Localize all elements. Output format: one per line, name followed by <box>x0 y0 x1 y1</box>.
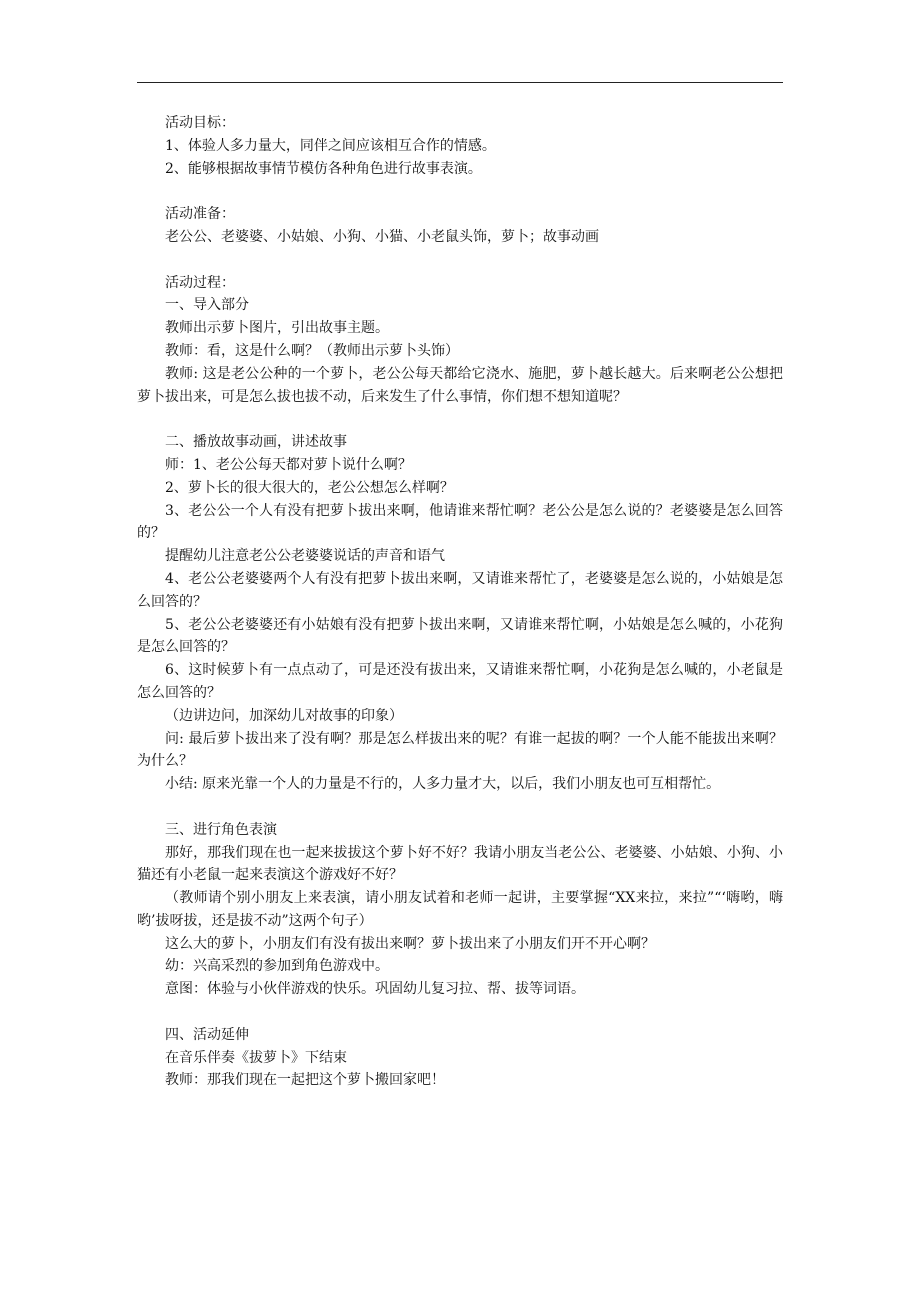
part2-question-6: 6、这时候萝卜有一点点动了，可是还没有拔出来，又请谁来帮忙啊，小花狗是怎么喊的，小老鼠是怎么回答的？ <box>137 662 783 701</box>
part2-tip: 提醒幼儿注意老公公老婆婆说话的声音和语气 <box>165 548 445 565</box>
part2-question-1: 师：1、老公公每天都对萝卜说什么啊？ <box>165 456 412 473</box>
document-body <box>137 112 783 1092</box>
part3-children: 幼：兴高采烈的参加到角色游戏中。 <box>165 958 389 975</box>
part2-question-2: 2、萝卜长的很大很大的，老公公想怎么样啊？ <box>165 479 454 496</box>
part2-question-5: 5、老公公老婆婆还有小姑娘有没有把萝卜拔出来啊，又请谁来帮忙啊，小姑娘是怎么喊的，小花狗是怎么回答的？ <box>137 616 783 656</box>
goal-item: 1、体验人多力量大，同伴之间应该相互合作的情感。 <box>165 137 496 154</box>
part3-intent: 意图：体验与小伙伴游戏的快乐。巩固幼儿复习拉、帮、拔等词语。 <box>165 981 585 998</box>
part3-question: 这么大的萝卜，小朋友们有没有拔出来啊？萝卜拔出来了小朋友们开不开心啊？ <box>165 935 655 952</box>
section-heading-goals: 活动目标： <box>165 115 235 131</box>
part3-title: 三、进行角色表演 <box>165 821 277 838</box>
part2-ask: 问: 最后萝卜拔出来了没有啊？那是怎么样拔出来的呢？有谁一起拔的啊？一个人能不能拔出来啊？为什么？ <box>137 730 783 770</box>
part1-title: 一、导入部分 <box>165 297 249 314</box>
part3-teacher-note: （教师请个别小朋友上来表演，请小朋友试着和老师一起讲，主要掌握“XX来拉，来拉”“‘嗨哟，嗨哟’拔呀拔，还是拔不动”这两个句子） <box>137 890 783 929</box>
part2-question-4: 4、老公公老婆婆两个人有没有把萝卜拔出来啊，又请谁来帮忙了，老婆婆是怎么说的，小姑娘是怎么回答的？ <box>137 570 783 610</box>
part4-line: 在音乐伴奏《拔萝卜》下结束 <box>165 1049 347 1066</box>
section-heading-prep: 活动准备： <box>165 206 235 223</box>
part4-line: 教师：那我们现在一起把这个萝卜搬回家吧！ <box>165 1072 445 1089</box>
part1-line: 教师出示萝卜图片，引出故事主题。 <box>165 320 389 337</box>
part2-summary: 小结: 原来光靠一个人的力量是不行的，人多力量才大，以后，我们小朋友也可互相帮忙。 <box>165 776 721 793</box>
part1-paragraph: 教师: 这是老公公种的一个萝卜，老公公每天都给它浇水、施肥，萝卜越长越大。后来啊老公公想把萝卜拔出来，可是怎么拔也拔不动，后来发生了什么事情，你们想不想知道呢？ <box>137 365 783 405</box>
part1-line: 教师：看，这是什么啊？（教师出示萝卜头饰） <box>165 342 459 359</box>
header-rule <box>137 82 783 83</box>
goal-item: 2、能够根据故事情节模仿各种角色进行故事表演。 <box>165 160 482 177</box>
part2-title: 二、播放故事动画，讲述故事 <box>165 434 347 451</box>
part2-note: （边讲边问，加深幼儿对故事的印象） <box>165 707 403 724</box>
section-heading-process: 活动过程： <box>165 274 235 291</box>
prep-text: 老公公、老婆婆、小姑娘、小狗、小猫、小老鼠头饰，萝卜；故事动画 <box>165 228 599 245</box>
part4-title: 四、活动延伸 <box>165 1026 249 1043</box>
part2-question-3: 3、老公公一个人有没有把萝卜拔出来啊，他请谁来帮忙啊？老公公是怎么说的？老婆婆是怎么回答的？ <box>137 502 783 542</box>
part3-paragraph: 那好，那我们现在也一起来拔拔这个萝卜好不好？我请小朋友当老公公、老婆婆、小姑娘、小狗、小猫还有小老鼠一起来表演这个游戏好不好？ <box>137 844 783 884</box>
